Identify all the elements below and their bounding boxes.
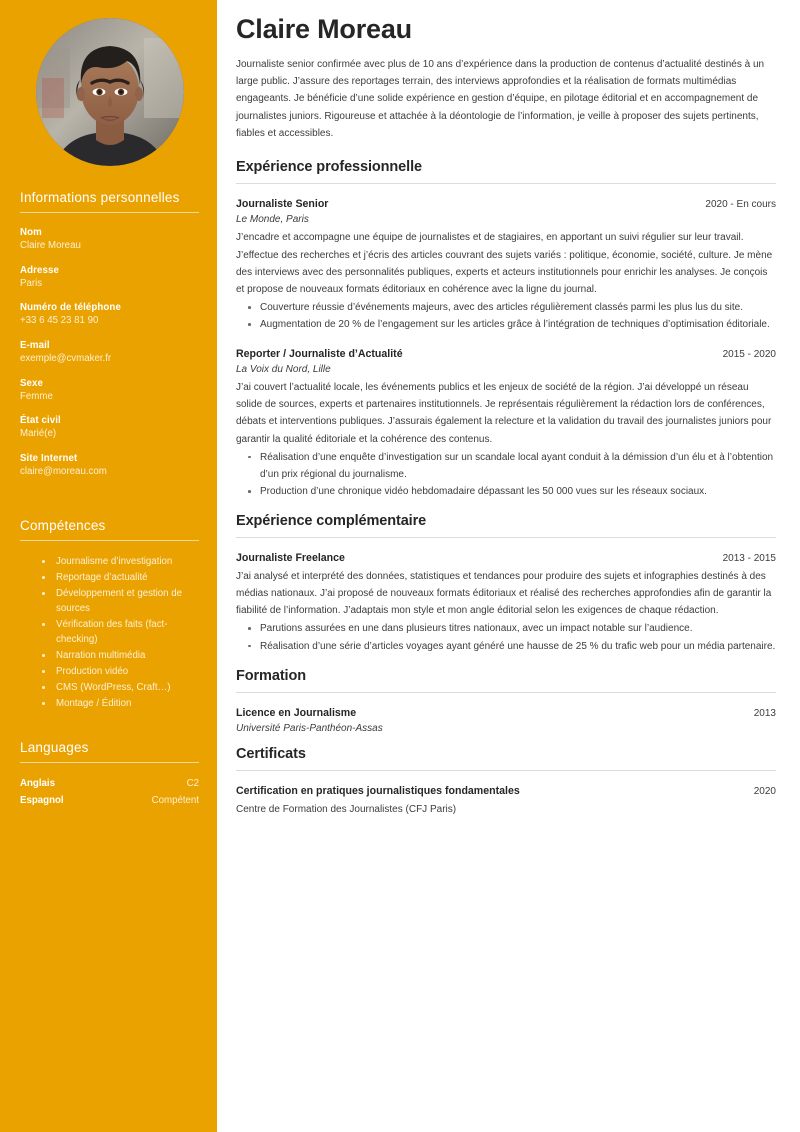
section-certificates [236, 746, 776, 818]
education-title: Formation [236, 667, 306, 684]
additional-experience-entry [236, 551, 776, 654]
entry-header [236, 706, 776, 722]
spacer [20, 712, 199, 736]
section-experience [236, 159, 776, 500]
entry-header [236, 197, 776, 213]
entry-bullets [236, 449, 776, 501]
additional-experience-title: Expérience complémentaire [236, 513, 427, 530]
info-label: Site Internet [20, 453, 78, 465]
experience-title: Expérience professionnelle [236, 158, 422, 175]
entry-title: Journaliste Freelance [236, 552, 345, 565]
list-item: Production vidéo [42, 664, 199, 679]
info-label: Adresse [20, 264, 59, 276]
list-item: Développement et gestion de sources [42, 586, 199, 616]
list-item: Réalisation d’une enquête d’investigation sur un scandale local ayant conduit à la démission d’un élu et à l’obtention d’un prix régional du journalisme. [246, 449, 776, 483]
experience-entry [236, 197, 776, 334]
info-value: Femme [20, 390, 53, 402]
language-row [20, 793, 199, 809]
info-field-telephone [20, 301, 199, 328]
divider [236, 537, 776, 538]
avatar [36, 18, 184, 166]
info-field-nom [20, 226, 199, 253]
entry-title: Licence en Journalisme [236, 706, 357, 719]
certificates-title: Certificats [236, 746, 306, 763]
entry-subtitle: Centre de Formation des Journalistes (CFJ Paris) [236, 803, 457, 815]
info-value: +33 6 45 23 81 90 [20, 315, 99, 327]
info-label: Numéro de téléphone [20, 302, 121, 314]
main-content [217, 0, 800, 1132]
divider [20, 540, 199, 541]
section-additional-experience [236, 513, 776, 654]
entry-date: 2020 [753, 786, 776, 798]
spacer [20, 490, 199, 514]
language-name: Anglais [20, 778, 55, 790]
info-value: Claire Moreau [20, 240, 81, 252]
divider [20, 212, 199, 213]
profile-summary: Journaliste senior confirmée avec plus de 10 ans d’expérience dans la production de contenus d’actualité destinés à un large public. J’assure des reportages terrain, des interviews approfondies et la réalisation de formats multimédias engageants. Je bénéficie d’une solide expérience en gestion d’équipe, en pilotage éditorial et en accompagnement de journalistes juniors. Rigoureuse et attachée à la déontologie de l’information, je veille à proposer des sujets pertinents, fiables et accessibles. [236, 59, 765, 139]
language-level: C2 [186, 778, 199, 790]
divider [236, 692, 776, 693]
divider [236, 183, 776, 184]
info-label: Nom [20, 227, 42, 238]
list-item: Augmentation de 20 % de l’engagement sur les articles grâce à l’intégration de techniques d’optimisation éditoriale. [246, 316, 776, 333]
experience-entry [236, 347, 776, 501]
entry-title: Reporter / Journaliste d’Actualité [236, 347, 403, 360]
entry-description: J’encadre et accompagne une équipe de journalistes et de stagiaires, en apportant un suivi régulier sur leur travail. J’effectue des recherches et j’écris des articles couvrant des sujets variés : politique, économie, société, culture. Je mène des interviews avec des personnalités publiques, experts et acteurs institutionnels pour enrichir les analyses. Je conçois et propose de nouveaux formats éditoriaux en cohérence avec la ligne du journal. [236, 232, 773, 296]
info-value[interactable]: claire@moreau.com [20, 466, 107, 478]
info-label: Sexe [20, 377, 44, 389]
info-value: Marié(e) [20, 428, 57, 440]
page-title: Claire Moreau [236, 14, 412, 44]
language-level: Compétent [151, 794, 199, 806]
entry-date: 2013 - 2015 [722, 553, 776, 565]
list-item: Montage / Édition [42, 696, 199, 711]
entry-subtitle: Université Paris-Panthéon-Assas [236, 723, 383, 735]
list-item: Journalisme d’investigation [42, 554, 199, 569]
entry-header [236, 551, 776, 567]
section-education [236, 668, 776, 738]
info-field-etat-civil [20, 414, 199, 441]
divider [20, 762, 199, 763]
entry-header [236, 784, 776, 800]
info-field-email [20, 339, 199, 366]
entry-date: 2015 - 2020 [722, 348, 776, 360]
entry-title: Journaliste Senior [236, 197, 329, 210]
info-field-sexe [20, 377, 199, 404]
entry-date: 2013 [753, 707, 776, 719]
personal-information-title: Informations personnelles [20, 190, 180, 205]
info-label: E-mail [20, 340, 50, 352]
entry-header [236, 347, 776, 363]
info-field-adresse [20, 264, 199, 291]
list-item: Vérification des faits (fact-checking) [42, 617, 199, 647]
list-item: Reportage d’actualité [42, 570, 199, 585]
info-value: Paris [20, 277, 43, 289]
list-item: Production d’une chronique vidéo hebdomadaire dépassant les 50 000 vues sur les réseaux sociaux. [246, 483, 776, 500]
section-languages [20, 740, 199, 809]
section-skills [20, 518, 199, 711]
entry-bullets [236, 299, 776, 333]
entry-description: J’ai analysé et interprété des données, statistiques et tendances pour produire des sujets et infographies destinés à des médias nationaux. J’ai proposé de nouveaux formats éditoriaux et réalisé des recherches approfondies afin de garantir la fiabilité de l’information. J’adaptais mon style et mon angle éditorial selon les exigences de chaque rédaction. [236, 570, 772, 617]
info-label: État civil [20, 415, 61, 427]
section-personal-information [20, 190, 199, 479]
info-field-site-internet [20, 452, 199, 479]
education-entry [236, 706, 776, 738]
skills-list [20, 554, 199, 711]
sidebar [0, 0, 217, 1132]
language-row [20, 776, 199, 792]
portrait-photo-icon [36, 18, 184, 166]
list-item: Réalisation d’une série d’articles voyages ayant généré une hausse de 25 % du trafic web pour un média partenaire. [246, 638, 776, 655]
list-item: CMS (WordPress, Craft…) [42, 680, 199, 695]
entry-subtitle: La Voix du Nord, Lille [236, 364, 331, 376]
languages-title: Languages [20, 740, 89, 756]
divider [236, 770, 776, 771]
list-item: Couverture réussie d’événements majeurs, avec des articles régulièrement classés parmi les plus lus du site. [246, 299, 776, 316]
list-item: Narration multimédia [42, 648, 199, 663]
entry-title: Certification en pratiques journalistiques fondamentales [236, 785, 520, 798]
certificate-entry [236, 784, 776, 818]
entry-subtitle: Le Monde, Paris [236, 214, 309, 226]
info-value[interactable]: exemple@cvmaker.fr [20, 353, 112, 365]
entry-bullets [236, 620, 776, 654]
language-name: Espagnol [20, 794, 64, 806]
entry-date: 2020 - En cours [705, 198, 776, 210]
skills-title: Compétences [20, 517, 106, 533]
avatar-wrapper [20, 0, 199, 186]
list-item: Parutions assurées en une dans plusieurs titres nationaux, avec un impact notable sur l’audience. [246, 620, 776, 637]
entry-description: J’ai couvert l’actualité locale, les événements publics et les enjeux de société de la région. J’ai développé un réseau solide de sources, experts et partenaires institutionnels. Je représentais régulièrement la rédaction lors de conférences, débats et interventions publiques. J’assurais également la relecture et la validation du travail des journalistes juniors pour garantir la qualité éditoriale et la cohérence des contenus. [236, 382, 772, 445]
